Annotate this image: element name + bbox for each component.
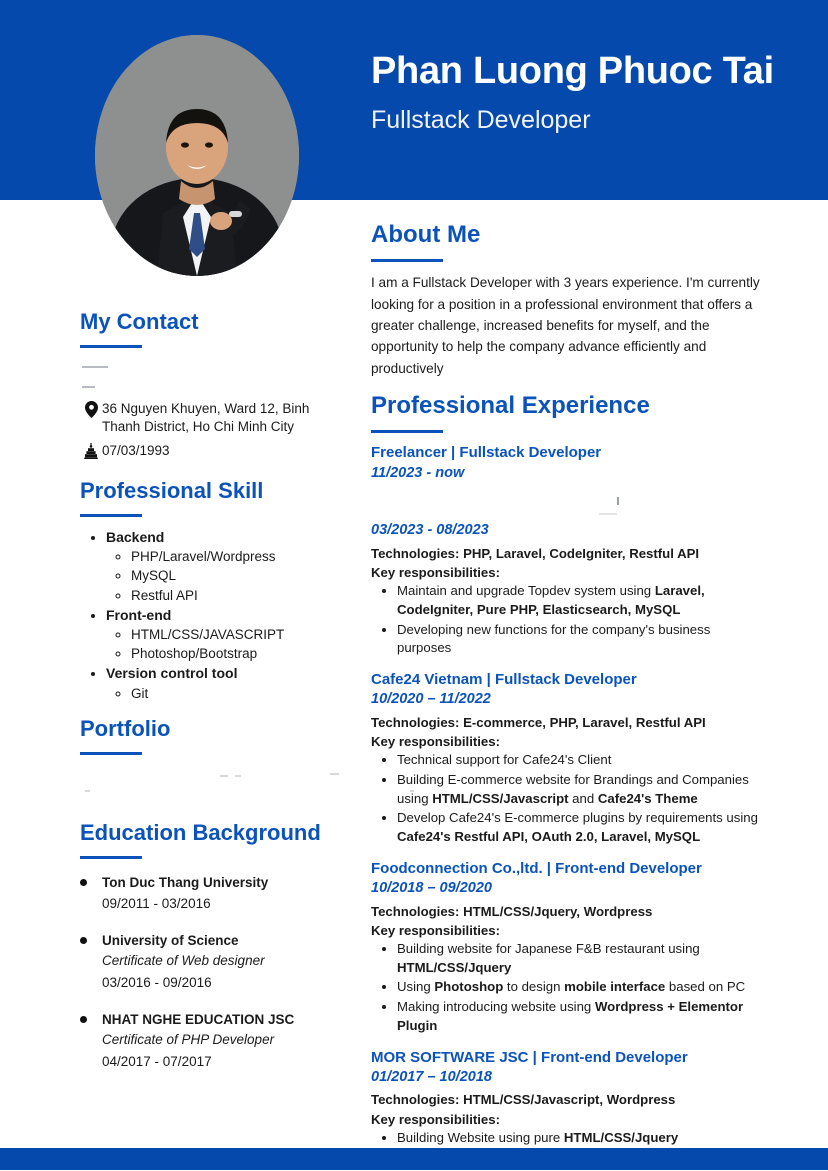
spacer	[371, 851, 763, 859]
experience-item	[371, 670, 763, 847]
education-item	[80, 1010, 345, 1073]
redacted-contact-email	[82, 386, 95, 388]
contact-birthday-text: 07/03/1993	[102, 442, 170, 458]
section-title-education-background: Education Background	[80, 820, 321, 846]
section-title-portfolio: Portfolio	[80, 715, 171, 741]
skill-item-list	[106, 547, 345, 604]
portfolio-redacted-content	[80, 765, 345, 821]
job-role-subtitle: Fullstack Developer	[371, 105, 591, 134]
education-certificate: Certificate of PHP Developer	[102, 1032, 275, 1048]
skill-item: ◦ Git	[131, 684, 345, 703]
experience-responsibilities-label: Key responsibilities:	[371, 1111, 500, 1127]
skill-item: ◦ Restful API	[131, 586, 345, 605]
page-title: Phan Luong Phuoc Tai	[371, 50, 774, 92]
education-item	[80, 873, 345, 915]
sidebar-column	[80, 310, 345, 1089]
skill-item-list	[106, 684, 345, 703]
experience-date: 10/2020 – 11/2022	[371, 691, 491, 708]
title-underline	[371, 259, 443, 262]
education-school: NHAT NGHE EDUCATION JSC	[102, 1011, 295, 1027]
footer-banner	[0, 1148, 828, 1170]
skill-group	[106, 605, 345, 664]
redacted-company-role	[371, 487, 763, 521]
experience-technologies: Technologies: PHP, Laravel, CodeIgniter, Restful API	[371, 545, 700, 561]
avatar	[95, 35, 299, 276]
experience-item	[371, 443, 763, 483]
experience-responsibility: • Building website for Japanese F&B restaurant using HTML/CSS/Jquery	[397, 940, 763, 977]
experience-date: 01/2017 – 10/2018	[371, 1068, 492, 1085]
skill-group-label: Front-end	[106, 606, 172, 623]
education-body	[102, 1010, 345, 1073]
experience-date: 11/2023 - now	[371, 464, 465, 481]
main-column	[371, 222, 763, 1171]
skill-group	[106, 663, 345, 702]
experience-responsibility: • Using Photoshop to design mobile interface based on PC	[397, 978, 763, 997]
section-education-background	[80, 821, 345, 1073]
education-date: 03/2016 - 09/2016	[102, 975, 212, 991]
section-title-my-contact: My Contact	[80, 309, 199, 334]
experience-company-role: Cafe24 Vietnam | Fullstack Developer	[371, 671, 637, 689]
experience-responsibility-list	[371, 582, 763, 658]
experience-responsibility: • Technical support for Cafe24's Client	[397, 751, 763, 770]
section-title-professional-skill: Professional Skill	[80, 477, 264, 503]
title-underline	[80, 514, 142, 517]
experience-responsibility: • Developing new functions for the company's business purposes	[397, 621, 763, 658]
bullet-icon	[80, 873, 102, 915]
bullet-icon	[80, 1010, 102, 1073]
title-underline	[80, 752, 142, 755]
skill-group-label: Backend	[106, 529, 165, 546]
experience-responsibility: • Building Website using pure HTML/CSS/Jquery	[397, 1129, 763, 1148]
experience-company-role: MOR SOFTWARE JSC | Front-end Developer	[371, 1048, 688, 1066]
redacted-mark	[599, 513, 617, 515]
experience-responsibilities-label: Key responsibilities:	[371, 564, 500, 580]
profile-photo-icon	[95, 35, 299, 276]
skill-item: ◦ MySQL	[131, 566, 345, 585]
about-me-text: I am a Fullstack Developer with 3 years experience. I'm currently looking for a position in a professional environment that offers a greater challenge, increased benefits for myself, and the opportunity to help the company advance efficiently and productively	[371, 275, 760, 376]
spacer	[371, 379, 763, 393]
experience-technologies: Technologies: HTML/CSS/Jquery, Wordpress	[371, 903, 653, 919]
skill-group	[106, 527, 345, 605]
redacted-contact-phone	[82, 366, 108, 368]
contact-item-birthday	[80, 442, 345, 460]
contact-list	[80, 366, 345, 460]
redacted-mark	[330, 773, 339, 775]
experience-date: 03/2023 - 08/2023	[371, 522, 489, 539]
skill-group-list	[80, 527, 345, 703]
education-item	[80, 931, 345, 994]
education-list	[80, 873, 345, 1072]
skill-item-list	[106, 625, 345, 663]
section-professional-skill	[80, 479, 345, 703]
location-pin-icon	[80, 400, 102, 418]
title-underline	[80, 856, 142, 859]
section-about-me	[371, 222, 763, 379]
title-underline	[80, 345, 142, 348]
experience-responsibilities-label: Key responsibilities:	[371, 733, 500, 749]
redacted-mark	[220, 775, 228, 777]
redacted-mark	[85, 790, 90, 792]
skill-group-label: Version control tool	[106, 665, 238, 682]
birthday-cake-icon	[80, 442, 102, 459]
bullet-icon	[80, 931, 102, 994]
name-block	[371, 52, 811, 135]
experience-company-role: Freelancer | Fullstack Developer	[371, 444, 602, 462]
spacer	[371, 662, 763, 670]
education-school: Ton Duc Thang University	[102, 875, 269, 891]
spacer	[80, 703, 345, 717]
skill-item: ◦ Photoshop/Bootstrap	[131, 644, 345, 663]
contact-address-text: 36 Nguyen Khuyen, Ward 12, Binh Thanh District, Ho Chi Minh City	[102, 401, 310, 435]
education-certificate: Certificate of Web designer	[102, 953, 265, 969]
title-underline	[371, 430, 443, 433]
experience-responsibility-list	[371, 751, 763, 847]
experience-item	[371, 859, 763, 1036]
section-my-contact	[80, 310, 345, 460]
education-school: University of Science	[102, 933, 239, 949]
section-portfolio	[80, 717, 345, 821]
contact-item-address	[80, 400, 345, 436]
section-title-professional-experience: Professional Experience	[371, 392, 650, 420]
experience-responsibility: • Building E-commerce website for Brandings and Companies using HTML/CSS/Javascript and Cafe24's Theme	[397, 771, 763, 808]
experience-item	[371, 487, 763, 658]
experience-responsibility: • Making introducing website using Wordpress + Elementor Plugin	[397, 998, 763, 1035]
experience-responsibilities-label: Key responsibilities:	[371, 922, 500, 938]
skill-item: ◦ HTML/CSS/JAVASCRIPT	[131, 625, 345, 644]
education-date: 09/2011 - 03/2016	[102, 896, 211, 912]
redacted-mark	[235, 775, 241, 777]
spacer	[371, 1040, 763, 1048]
education-body	[102, 931, 345, 994]
experience-date: 10/2018 – 09/2020	[371, 880, 492, 897]
spacer	[80, 465, 345, 479]
redacted-mark	[617, 497, 619, 505]
experience-technologies: Technologies: HTML/CSS/Javascript, Wordpress	[371, 1092, 676, 1108]
education-body	[102, 873, 345, 915]
education-date: 04/2017 - 07/2017	[102, 1054, 212, 1070]
section-professional-experience	[371, 393, 763, 1167]
experience-company-role: Foodconnection Co.,ltd. | Front-end Developer	[371, 859, 702, 877]
skill-item: ◦ PHP/Laravel/Wordpress	[131, 547, 345, 566]
experience-responsibility: • Maintain and upgrade Topdev system using Laravel, CodeIgniter, Pure PHP, Elasticsearch, MySQL	[397, 582, 763, 619]
experience-technologies: Technologies: E-commerce, PHP, Laravel, Restful API	[371, 714, 706, 730]
section-title-about-me: About Me	[371, 221, 481, 248]
experience-responsibility: • Develop Cafe24's E-commerce plugins by requirements using Cafe24's Restful API, OAuth 2.0, Laravel, MySQL	[397, 809, 763, 846]
experience-responsibility-list	[371, 940, 763, 1036]
